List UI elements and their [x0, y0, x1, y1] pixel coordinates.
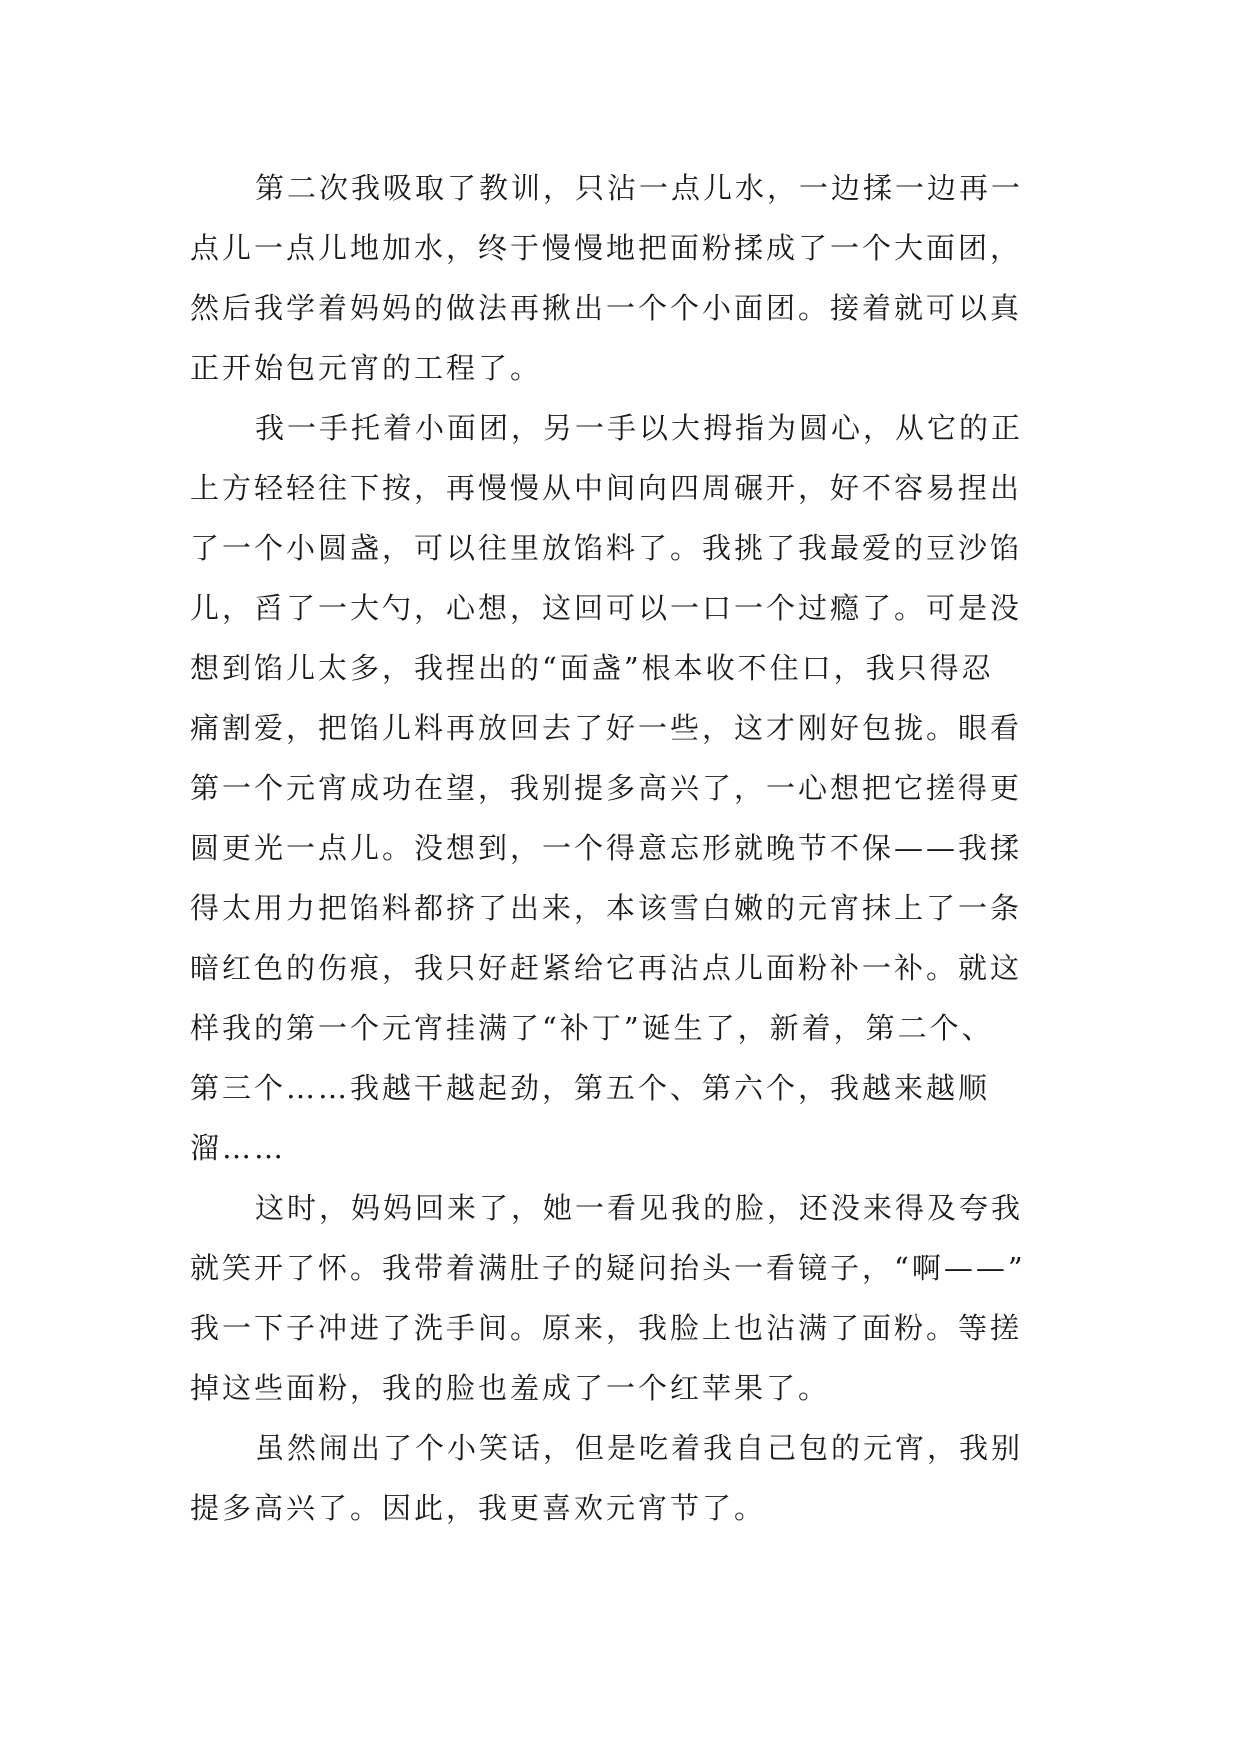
text-line: 想到馅儿太多，我捏出的“面盏”根本收不住口，我只得忍: [190, 651, 994, 685]
text-line: 第三个……我越干越起劲，第五个、第六个，我越来越顺: [190, 1071, 991, 1105]
text-line: 了一个小圆盏，可以往里放馅料了。我挑了我最爱的豆沙馅: [190, 531, 1023, 565]
text-line: 第二次我吸取了教训，只沾一点儿水，一边揉一边再一: [255, 171, 1024, 205]
paragraph-2: [190, 398, 1045, 1178]
text-line: 点儿一点儿地加水，终于慢慢地把面粉揉成了一个大面团，: [190, 231, 1023, 265]
text-line: 儿，舀了一大勺，心想，这回可以一口一个过瘾了。可是没: [190, 591, 1023, 625]
text-line: 圆更光一点儿。没想到，一个得意忘形就晚节不保——我揉: [190, 831, 1023, 865]
text-line: 样我的第一个元宵挂满了“补丁”诞生了，新着，第二个、: [190, 1011, 994, 1045]
text-line: 溜……: [190, 1131, 287, 1165]
text-line: 这时，妈妈回来了，她一看见我的脸，还没来得及夸我: [255, 1191, 1024, 1225]
text-line: 然后我学着妈妈的做法再揪出一个个小面团。接着就可以真: [190, 291, 1023, 325]
paragraph-4: [190, 1418, 1045, 1538]
paragraph-3: [190, 1178, 1045, 1418]
text-line: 第一个元宵成功在望，我别提多高兴了，一心想把它搓得更: [190, 771, 1023, 805]
text-line: 痛割爱，把馅儿料再放回去了好一些，这才刚好包拢。眼看: [190, 711, 1023, 745]
text-line: 我一下子冲进了洗手间。原来，我脸上也沾满了面粉。等搓: [190, 1311, 1023, 1345]
text-line: 暗红色的伤痕，我只好赶紧给它再沾点儿面粉补一补。就这: [190, 951, 1023, 985]
paragraph-1: [190, 158, 1045, 398]
essay-body: [190, 158, 1045, 1538]
text-line: 虽然闹出了个小笑话，但是吃着我自己包的元宵，我别: [255, 1431, 1024, 1465]
text-line: 得太用力把馅料都挤了出来，本该雪白嫩的元宵抹上了一条: [190, 891, 1023, 925]
text-line: 提多高兴了。因此，我更喜欢元宵节了。: [190, 1491, 767, 1525]
text-line: 正开始包元宵的工程了。: [190, 351, 543, 385]
text-line: 掉这些面粉，我的脸也羞成了一个红苹果了。: [190, 1371, 831, 1405]
text-line: 上方轻轻往下按，再慢慢从中间向四周碾开，好不容易捏出: [190, 471, 1023, 505]
text-line: 就笑开了怀。我带着满肚子的疑问抬头一看镜子，“啊——”: [190, 1251, 1026, 1285]
text-line: 我一手托着小面团，另一手以大拇指为圆心，从它的正: [255, 411, 1024, 445]
